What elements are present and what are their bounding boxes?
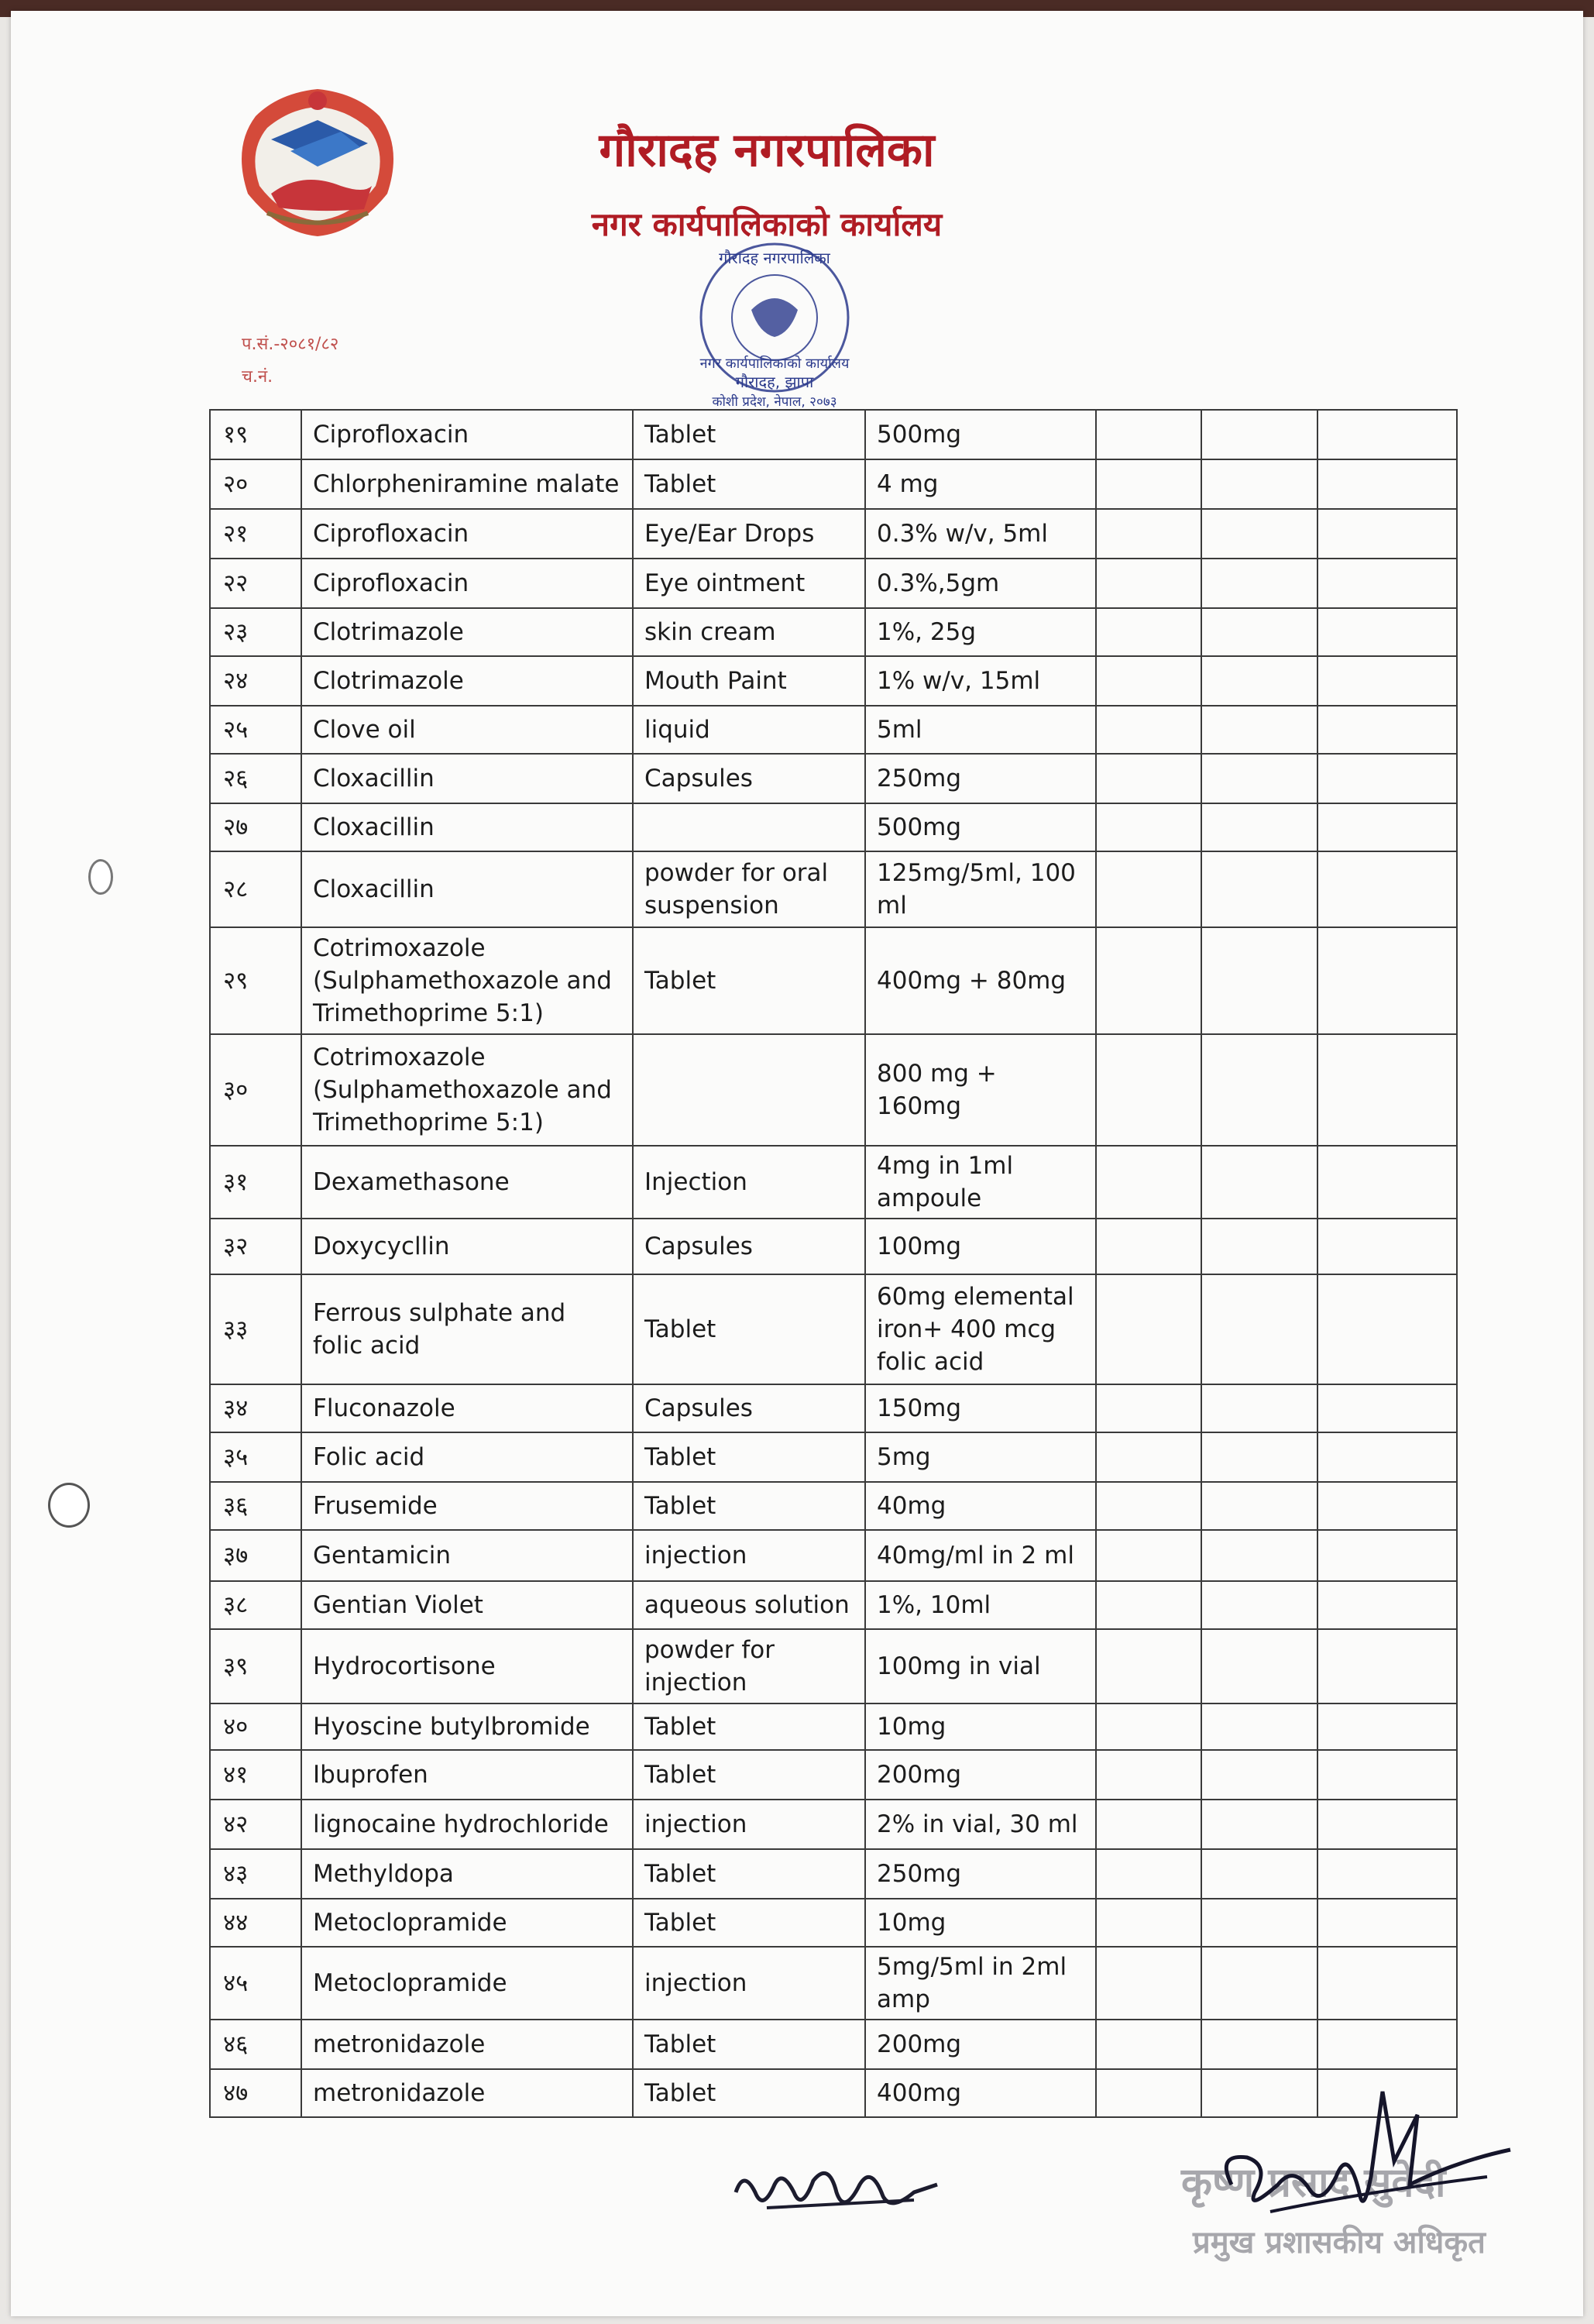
dosage-form-cell: Mouth Paint (633, 656, 865, 706)
strength-cell: 250mg (865, 1849, 1096, 1899)
strength-cell: 40mg (865, 1482, 1096, 1530)
empty-cell (1201, 459, 1317, 509)
empty-cell (1317, 459, 1457, 509)
table-row (210, 1629, 1457, 1703)
dosage-form-cell: Tablet (633, 927, 865, 1034)
municipality-title: गौरादह नगरपालिका (599, 123, 935, 177)
medicine-name-cell: Hydrocortisone (301, 1629, 633, 1703)
table-row (210, 851, 1457, 927)
medicine-name-cell: Doxycycllin (301, 1219, 633, 1274)
dispatch-number: च.नं. (242, 367, 273, 387)
strength-cell: 60mg elemental iron+ 400 mcg folic acid (865, 1274, 1096, 1384)
nepal-emblem-logo (225, 77, 411, 240)
empty-cell (1201, 1146, 1317, 1219)
table-row (210, 803, 1457, 851)
empty-cell (1317, 410, 1457, 459)
empty-cell (1317, 1750, 1457, 1800)
dosage-form-cell: Injection (633, 1146, 865, 1219)
empty-cell (1317, 803, 1457, 851)
medicine-name-cell: Metoclopramide (301, 1947, 633, 2020)
strength-cell: 5ml (865, 706, 1096, 754)
serial-number-cell: ४४ (210, 1899, 301, 1947)
dosage-form-cell: Capsules (633, 1219, 865, 1274)
empty-cell (1201, 927, 1317, 1034)
empty-cell (1096, 1899, 1201, 1947)
serial-number-cell: ४६ (210, 2020, 301, 2069)
empty-cell (1317, 1384, 1457, 1432)
strength-cell: 500mg (865, 803, 1096, 851)
medicine-name-cell: Gentamicin (301, 1530, 633, 1581)
serial-number-cell: ३० (210, 1034, 301, 1146)
table-row (210, 1703, 1457, 1750)
medicine-name-cell: Cloxacillin (301, 803, 633, 851)
empty-cell (1317, 1849, 1457, 1899)
empty-cell (1096, 1384, 1201, 1432)
table-row (210, 1581, 1457, 1629)
table-row (210, 927, 1457, 1034)
medicine-name-cell: Clove oil (301, 706, 633, 754)
medicine-name-cell: Dexamethasone (301, 1146, 633, 1219)
empty-cell (1201, 1703, 1317, 1750)
empty-cell (1096, 1629, 1201, 1703)
empty-cell (1096, 1581, 1201, 1629)
empty-cell (1317, 1581, 1457, 1629)
dosage-form-cell: Tablet (633, 1432, 865, 1482)
strength-cell: 10mg (865, 1899, 1096, 1947)
dosage-form-cell: powder for oral suspension (633, 851, 865, 927)
empty-cell (1096, 1219, 1201, 1274)
serial-number-cell: ४२ (210, 1800, 301, 1849)
dosage-form-cell: aqueous solution (633, 1581, 865, 1629)
serial-number-cell: २६ (210, 754, 301, 803)
medicine-name-cell: Ferrous sulphate and folic acid (301, 1274, 633, 1384)
empty-cell (1317, 1432, 1457, 1482)
table-row (210, 1947, 1457, 2020)
empty-cell (1096, 1947, 1201, 2020)
empty-cell (1201, 656, 1317, 706)
punch-hole (48, 1483, 90, 1528)
dosage-form-cell: Tablet (633, 459, 865, 509)
empty-cell (1096, 706, 1201, 754)
serial-number-cell: ३४ (210, 1384, 301, 1432)
empty-cell (1201, 851, 1317, 927)
empty-cell (1201, 1034, 1317, 1146)
serial-number-cell: ३२ (210, 1219, 301, 1274)
medicine-name-cell: Ciprofloxacin (301, 559, 633, 608)
strength-cell: 0.3% w/v, 5ml (865, 509, 1096, 559)
empty-cell (1317, 1482, 1457, 1530)
empty-cell (1201, 608, 1317, 656)
empty-cell (1317, 509, 1457, 559)
medicine-name-cell: lignocaine hydrochloride (301, 1800, 633, 1849)
empty-cell (1096, 1530, 1201, 1581)
dosage-form-cell: injection (633, 1800, 865, 1849)
table-row (210, 1482, 1457, 1530)
table-row (210, 1146, 1457, 1219)
empty-cell (1201, 2020, 1317, 2069)
empty-cell (1096, 509, 1201, 559)
medicine-table (209, 409, 1458, 2118)
empty-cell (1201, 706, 1317, 754)
punch-hole (88, 859, 113, 895)
empty-cell (1201, 1947, 1317, 2020)
empty-cell (1201, 803, 1317, 851)
empty-cell (1317, 1034, 1457, 1146)
empty-cell (1201, 1219, 1317, 1274)
serial-number-cell: २७ (210, 803, 301, 851)
serial-number-cell: २१ (210, 509, 301, 559)
table-row (210, 706, 1457, 754)
empty-cell (1317, 927, 1457, 1034)
strength-cell: 200mg (865, 2020, 1096, 2069)
dosage-form-cell: Capsules (633, 754, 865, 803)
table-row (210, 1274, 1457, 1384)
office-stamp (658, 232, 891, 411)
dosage-form-cell: Tablet (633, 2020, 865, 2069)
empty-cell (1201, 1899, 1317, 1947)
strength-cell: 125mg/5ml, 100 ml (865, 851, 1096, 927)
table-row (210, 2020, 1457, 2069)
stamp-line: कोशी प्रदेश, नेपाल, २०७३ (712, 394, 837, 410)
empty-cell (1317, 706, 1457, 754)
empty-cell (1096, 754, 1201, 803)
empty-cell (1317, 1274, 1457, 1384)
dosage-form-cell (633, 803, 865, 851)
medicine-name-cell: Gentian Violet (301, 1581, 633, 1629)
empty-cell (1201, 1581, 1317, 1629)
medicine-name-cell: Cloxacillin (301, 851, 633, 927)
serial-number-cell: ३५ (210, 1432, 301, 1482)
strength-cell: 5mg/5ml in 2ml amp (865, 1947, 1096, 2020)
dosage-form-cell: Eye/Ear Drops (633, 509, 865, 559)
empty-cell (1317, 2020, 1457, 2069)
medicine-name-cell: Metoclopramide (301, 1899, 633, 1947)
strength-cell: 100mg (865, 1219, 1096, 1274)
empty-cell (1201, 509, 1317, 559)
serial-number-cell: २३ (210, 608, 301, 656)
serial-number-cell: २२ (210, 559, 301, 608)
serial-number-cell: २९ (210, 927, 301, 1034)
dosage-form-cell: injection (633, 1530, 865, 1581)
empty-cell (1317, 656, 1457, 706)
empty-cell (1096, 851, 1201, 927)
empty-cell (1096, 1750, 1201, 1800)
strength-cell: 2% in vial, 30 ml (865, 1800, 1096, 1849)
empty-cell (1096, 2020, 1201, 2069)
strength-cell: 150mg (865, 1384, 1096, 1432)
serial-number-cell: ३३ (210, 1274, 301, 1384)
serial-number-cell: ३८ (210, 1581, 301, 1629)
serial-number-cell: २५ (210, 706, 301, 754)
medicine-name-cell: Hyoscine butylbromide (301, 1703, 633, 1750)
strength-cell: 4mg in 1ml ampoule (865, 1146, 1096, 1219)
strength-cell: 40mg/ml in 2 ml (865, 1530, 1096, 1581)
empty-cell (1317, 1629, 1457, 1703)
empty-cell (1201, 1750, 1317, 1800)
empty-cell (1201, 410, 1317, 459)
dosage-form-cell: Tablet (633, 1899, 865, 1947)
medicine-name-cell: Folic acid (301, 1432, 633, 1482)
empty-cell (1096, 803, 1201, 851)
strength-cell: 100mg in vial (865, 1629, 1096, 1703)
table-row (210, 1530, 1457, 1581)
serial-number-cell: ३६ (210, 1482, 301, 1530)
medicine-name-cell: Cotrimoxazole (Sulphamethoxazole and Trimethoprime 5:1) (301, 927, 633, 1034)
empty-cell (1096, 1034, 1201, 1146)
medicine-name-cell: Clotrimazole (301, 656, 633, 706)
medicine-name-cell: Ibuprofen (301, 1750, 633, 1800)
medicine-name-cell: Ciprofloxacin (301, 509, 633, 559)
strength-cell: 400mg + 80mg (865, 927, 1096, 1034)
table-row (210, 656, 1457, 706)
medicine-name-cell: Clotrimazole (301, 608, 633, 656)
empty-cell (1201, 1482, 1317, 1530)
strength-cell: 800 mg + 160mg (865, 1034, 1096, 1146)
table-row (210, 1899, 1457, 1947)
dosage-form-cell (633, 1034, 865, 1146)
dosage-form-cell: Capsules (633, 1384, 865, 1432)
strength-cell: 400mg (865, 2069, 1096, 2117)
dosage-form-cell: Tablet (633, 1750, 865, 1800)
table-row (210, 1432, 1457, 1482)
empty-cell (1201, 1274, 1317, 1384)
handwritten-signature (720, 2138, 953, 2231)
table-row (210, 509, 1457, 559)
empty-cell (1317, 754, 1457, 803)
empty-cell (1201, 559, 1317, 608)
strength-cell: 200mg (865, 1750, 1096, 1800)
dosage-form-cell: Tablet (633, 410, 865, 459)
medicine-name-cell: Ciprofloxacin (301, 410, 633, 459)
medicine-name-cell: Chlorpheniramine malate (301, 459, 633, 509)
serial-number-cell: ४५ (210, 1947, 301, 2020)
serial-number-cell: ४३ (210, 1849, 301, 1899)
table-row (210, 1384, 1457, 1432)
strength-cell: 5mg (865, 1432, 1096, 1482)
table-row (210, 1800, 1457, 1849)
empty-cell (1096, 459, 1201, 509)
table-row (210, 1034, 1457, 1146)
serial-number-cell: ४० (210, 1703, 301, 1750)
dosage-form-cell: injection (633, 1947, 865, 2020)
dosage-form-cell: Eye ointment (633, 559, 865, 608)
empty-cell (1201, 1629, 1317, 1703)
empty-cell (1317, 1703, 1457, 1750)
stamp-line: गौरादह, झापा (735, 373, 814, 391)
stamp-line: गौरादह नगरपालिका (719, 249, 830, 267)
table-row (210, 410, 1457, 459)
medicine-name-cell: Cloxacillin (301, 754, 633, 803)
officer-name: कृष्ण प्रसाद सुवेदी (1181, 2160, 1446, 2206)
strength-cell: 1% w/v, 15ml (865, 656, 1096, 706)
serial-number-cell: २८ (210, 851, 301, 927)
empty-cell (1096, 410, 1201, 459)
empty-cell (1096, 608, 1201, 656)
medicine-name-cell: Methyldopa (301, 1849, 633, 1899)
empty-cell (1096, 1703, 1201, 1750)
empty-cell (1317, 1800, 1457, 1849)
serial-number-cell: ४१ (210, 1750, 301, 1800)
empty-cell (1317, 1146, 1457, 1219)
empty-cell (1096, 1146, 1201, 1219)
empty-cell (1201, 1800, 1317, 1849)
officer-designation: प्रमुख प्रशासकीय अधिकृत (1193, 2225, 1486, 2260)
empty-cell (1317, 1219, 1457, 1274)
table-row (210, 754, 1457, 803)
empty-cell (1096, 1849, 1201, 1899)
table-row (210, 559, 1457, 608)
medicine-name-cell: Cotrimoxazole (Sulphamethoxazole and Trimethoprime 5:1) (301, 1034, 633, 1146)
dosage-form-cell: Tablet (633, 1274, 865, 1384)
serial-number-cell: १९ (210, 410, 301, 459)
empty-cell (1201, 1432, 1317, 1482)
office-subtitle: नगर कार्यपालिकाको कार्यालय (591, 205, 943, 243)
strength-cell: 1%, 25g (865, 608, 1096, 656)
empty-cell (1096, 656, 1201, 706)
table-row (210, 1219, 1457, 1274)
medicine-name-cell: Frusemide (301, 1482, 633, 1530)
reference-number: प.सं.-२०८१/८२ (242, 335, 339, 354)
table-row (210, 608, 1457, 656)
strength-cell: 0.3%,5gm (865, 559, 1096, 608)
strength-cell: 4 mg (865, 459, 1096, 509)
empty-cell (1201, 1849, 1317, 1899)
empty-cell (1201, 1384, 1317, 1432)
empty-cell (1201, 754, 1317, 803)
empty-cell (1317, 608, 1457, 656)
empty-cell (1096, 1482, 1201, 1530)
dosage-form-cell: Tablet (633, 2069, 865, 2117)
serial-number-cell: ३१ (210, 1146, 301, 1219)
medicine-name-cell: metronidazole (301, 2020, 633, 2069)
empty-cell (1096, 1274, 1201, 1384)
dosage-form-cell: Tablet (633, 1482, 865, 1530)
empty-cell (1317, 1947, 1457, 2020)
empty-cell (1317, 1899, 1457, 1947)
medicine-name-cell: metronidazole (301, 2069, 633, 2117)
table-row (210, 459, 1457, 509)
serial-number-cell: ३७ (210, 1530, 301, 1581)
official-seal-signature (1162, 2068, 1565, 2301)
strength-cell: 1%, 10ml (865, 1581, 1096, 1629)
empty-cell (1096, 1432, 1201, 1482)
dosage-form-cell: Tablet (633, 1849, 865, 1899)
signature-scribble (1162, 2068, 1565, 2301)
table-row (210, 1750, 1457, 1800)
empty-cell (1096, 927, 1201, 1034)
strength-cell: 10mg (865, 1703, 1096, 1750)
serial-number-cell: ३९ (210, 1629, 301, 1703)
empty-cell (1096, 1800, 1201, 1849)
serial-number-cell: २० (210, 459, 301, 509)
serial-number-cell: २४ (210, 656, 301, 706)
empty-cell (1096, 559, 1201, 608)
table-row (210, 1849, 1457, 1899)
medicine-name-cell: Fluconazole (301, 1384, 633, 1432)
dosage-form-cell: powder for injection (633, 1629, 865, 1703)
serial-number-cell: ४७ (210, 2069, 301, 2117)
empty-cell (1317, 559, 1457, 608)
empty-cell (1317, 1530, 1457, 1581)
dosage-form-cell: Tablet (633, 1703, 865, 1750)
stamp-line: नगर कार्यपालिकाको कार्यालय (699, 356, 850, 372)
dosage-form-cell: skin cream (633, 608, 865, 656)
dosage-form-cell: liquid (633, 706, 865, 754)
strength-cell: 250mg (865, 754, 1096, 803)
strength-cell: 500mg (865, 410, 1096, 459)
empty-cell (1317, 851, 1457, 927)
empty-cell (1201, 1530, 1317, 1581)
